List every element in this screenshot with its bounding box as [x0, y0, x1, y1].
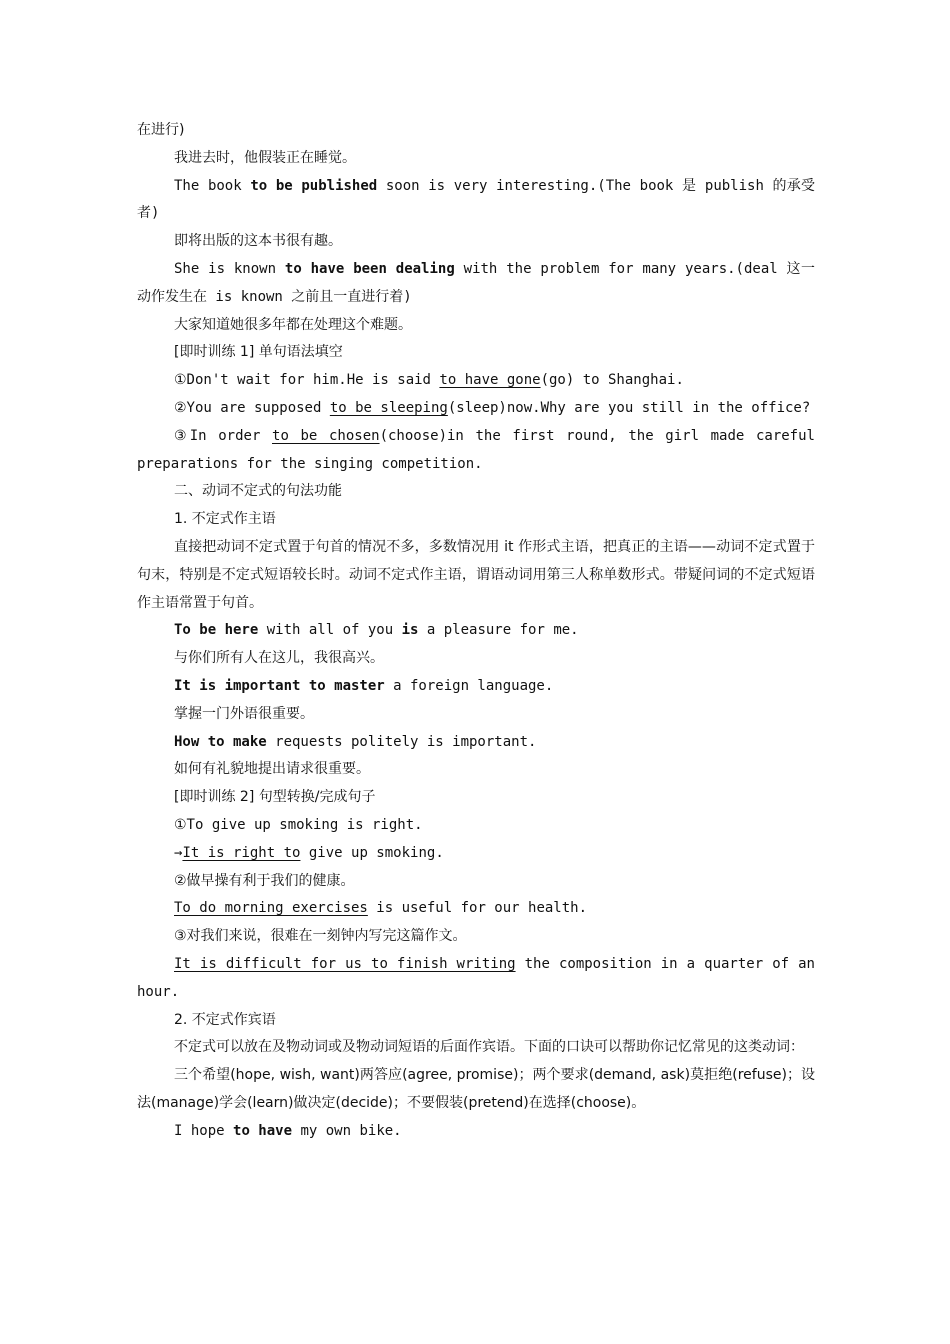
translation: 掌握一门外语很重要。: [174, 705, 314, 722]
text: 三个希望(hope, wish, want)两答应(agree, promise)；两个要求(demand, ask)莫拒绝(refuse)；设法(manage)学会(learn)做决定(decide)；不要假装(pretend)在选择(choose)。: [137, 1067, 815, 1111]
text: 1. 不定式作主语: [174, 511, 276, 528]
translation: 如何有礼貌地提出请求很重要。: [174, 761, 370, 778]
text: [即时训练 2] 句型转换/完成句子: [174, 789, 376, 806]
exercise-item: [137, 840, 815, 868]
bold-phrase: to have: [233, 1122, 293, 1139]
text: (sleep)now.Why are you still in the office?: [447, 399, 811, 416]
translation: 即将出版的这本书很有趣。: [174, 233, 342, 250]
text: ②做早操有利于我们的健康。: [174, 872, 355, 889]
exercise-item: [137, 423, 815, 479]
translation: 与你们所有人在这儿，我很高兴。: [174, 650, 384, 667]
bold-phrase: to have been dealing: [284, 260, 455, 277]
text: [即时训练 1] 单句语法填空: [174, 344, 343, 361]
document-page: [137, 117, 815, 1145]
text: the composition in a quarter of an hour.: [137, 955, 815, 1000]
text: soon is very interesting.(The book 是 publish 的承受者): [137, 177, 816, 222]
subsection-heading: [137, 1007, 815, 1035]
example-sentence: [137, 729, 815, 757]
answer: to be sleeping: [329, 399, 448, 416]
text: is useful for our health.: [367, 900, 588, 917]
text: (go) to Shanghai.: [540, 372, 684, 389]
text: ①Don't wait for him.He is said: [174, 372, 440, 389]
text-line: [137, 228, 815, 256]
text: requests politely is important.: [266, 733, 537, 750]
text: my own bike.: [292, 1122, 402, 1139]
translation: 我进去时，他假装正在睡觉。: [174, 149, 356, 166]
answer: to have gone: [439, 372, 541, 389]
text: 2. 不定式作宾语: [174, 1011, 276, 1028]
answer: To do morning exercises: [174, 900, 368, 917]
text: give up smoking.: [300, 844, 444, 861]
exercise-item: [137, 367, 815, 395]
bold-phrase: is: [401, 622, 419, 639]
text: 直接把动词不定式置于句首的情况不多，多数情况用 it 作形式主语，把真正的主语——动词不定式置于句末，特别是不定式短语较长时。动词不定式作主语，谓语动词用第三人称单数形式。带疑问词的不定式短语作主语常置于句首。: [137, 538, 815, 611]
text-line: [137, 701, 815, 729]
text-line: [137, 145, 815, 173]
text: ③对我们来说，很难在一刻钟内写完这篇作文。: [174, 928, 467, 945]
answer: It is difficult for us to finish writing: [174, 955, 516, 972]
text: with all of you: [258, 622, 402, 639]
example-sentence: [137, 256, 815, 312]
subsection-heading: [137, 506, 815, 534]
text-line: [137, 312, 815, 340]
text: a foreign language.: [384, 677, 554, 694]
exercise-item: [137, 951, 815, 1007]
exercise-item: [137, 395, 815, 423]
paragraph: [137, 1034, 815, 1062]
text: 二、动词不定式的句法功能: [174, 483, 342, 500]
arrow-icon: →: [174, 844, 183, 861]
text-line: [137, 756, 815, 784]
text: with the problem for many years.(deal 这一动作发生在 is known 之前且一直进行着): [137, 260, 815, 305]
answer: It is right to: [182, 844, 301, 861]
paragraph: [137, 534, 815, 617]
example-sentence: [137, 1118, 815, 1146]
example-sentence: [137, 617, 815, 645]
paragraph: [137, 1062, 815, 1118]
text-line: [137, 117, 815, 145]
section-heading: [137, 478, 815, 506]
bold-phrase: It is important to master: [174, 677, 385, 694]
exercise-heading: [137, 339, 815, 367]
text: 不定式可以放在及物动词或及物动词短语的后面作宾语。下面的口诀可以帮助你记忆常见的这类动词：: [174, 1039, 804, 1056]
example-sentence: [137, 173, 815, 229]
bold-phrase: How to make: [174, 733, 267, 750]
text: a pleasure for me.: [418, 622, 579, 639]
exercise-item: [137, 895, 815, 923]
exercise-item: [137, 868, 815, 896]
exercise-item: [137, 812, 815, 840]
text: ②You are supposed: [174, 399, 330, 416]
text-line: [137, 645, 815, 673]
bold-phrase: To be here: [174, 622, 259, 639]
exercise-item: [137, 923, 815, 951]
answer: to be chosen: [272, 427, 380, 444]
example-sentence: [137, 673, 815, 701]
text: (choose)in the first round, the girl made careful preparations for the singing competition.: [137, 427, 815, 472]
translation: 大家知道她很多年都在处理这个难题。: [174, 316, 412, 333]
text: She is known: [174, 260, 285, 277]
bold-phrase: to be published: [250, 177, 378, 194]
text: 在进行): [137, 122, 185, 138]
text: I hope: [174, 1122, 234, 1139]
text: ③In order: [174, 427, 273, 444]
text: The book: [174, 177, 251, 194]
exercise-heading: [137, 784, 815, 812]
text: ①To give up smoking is right.: [174, 816, 423, 833]
